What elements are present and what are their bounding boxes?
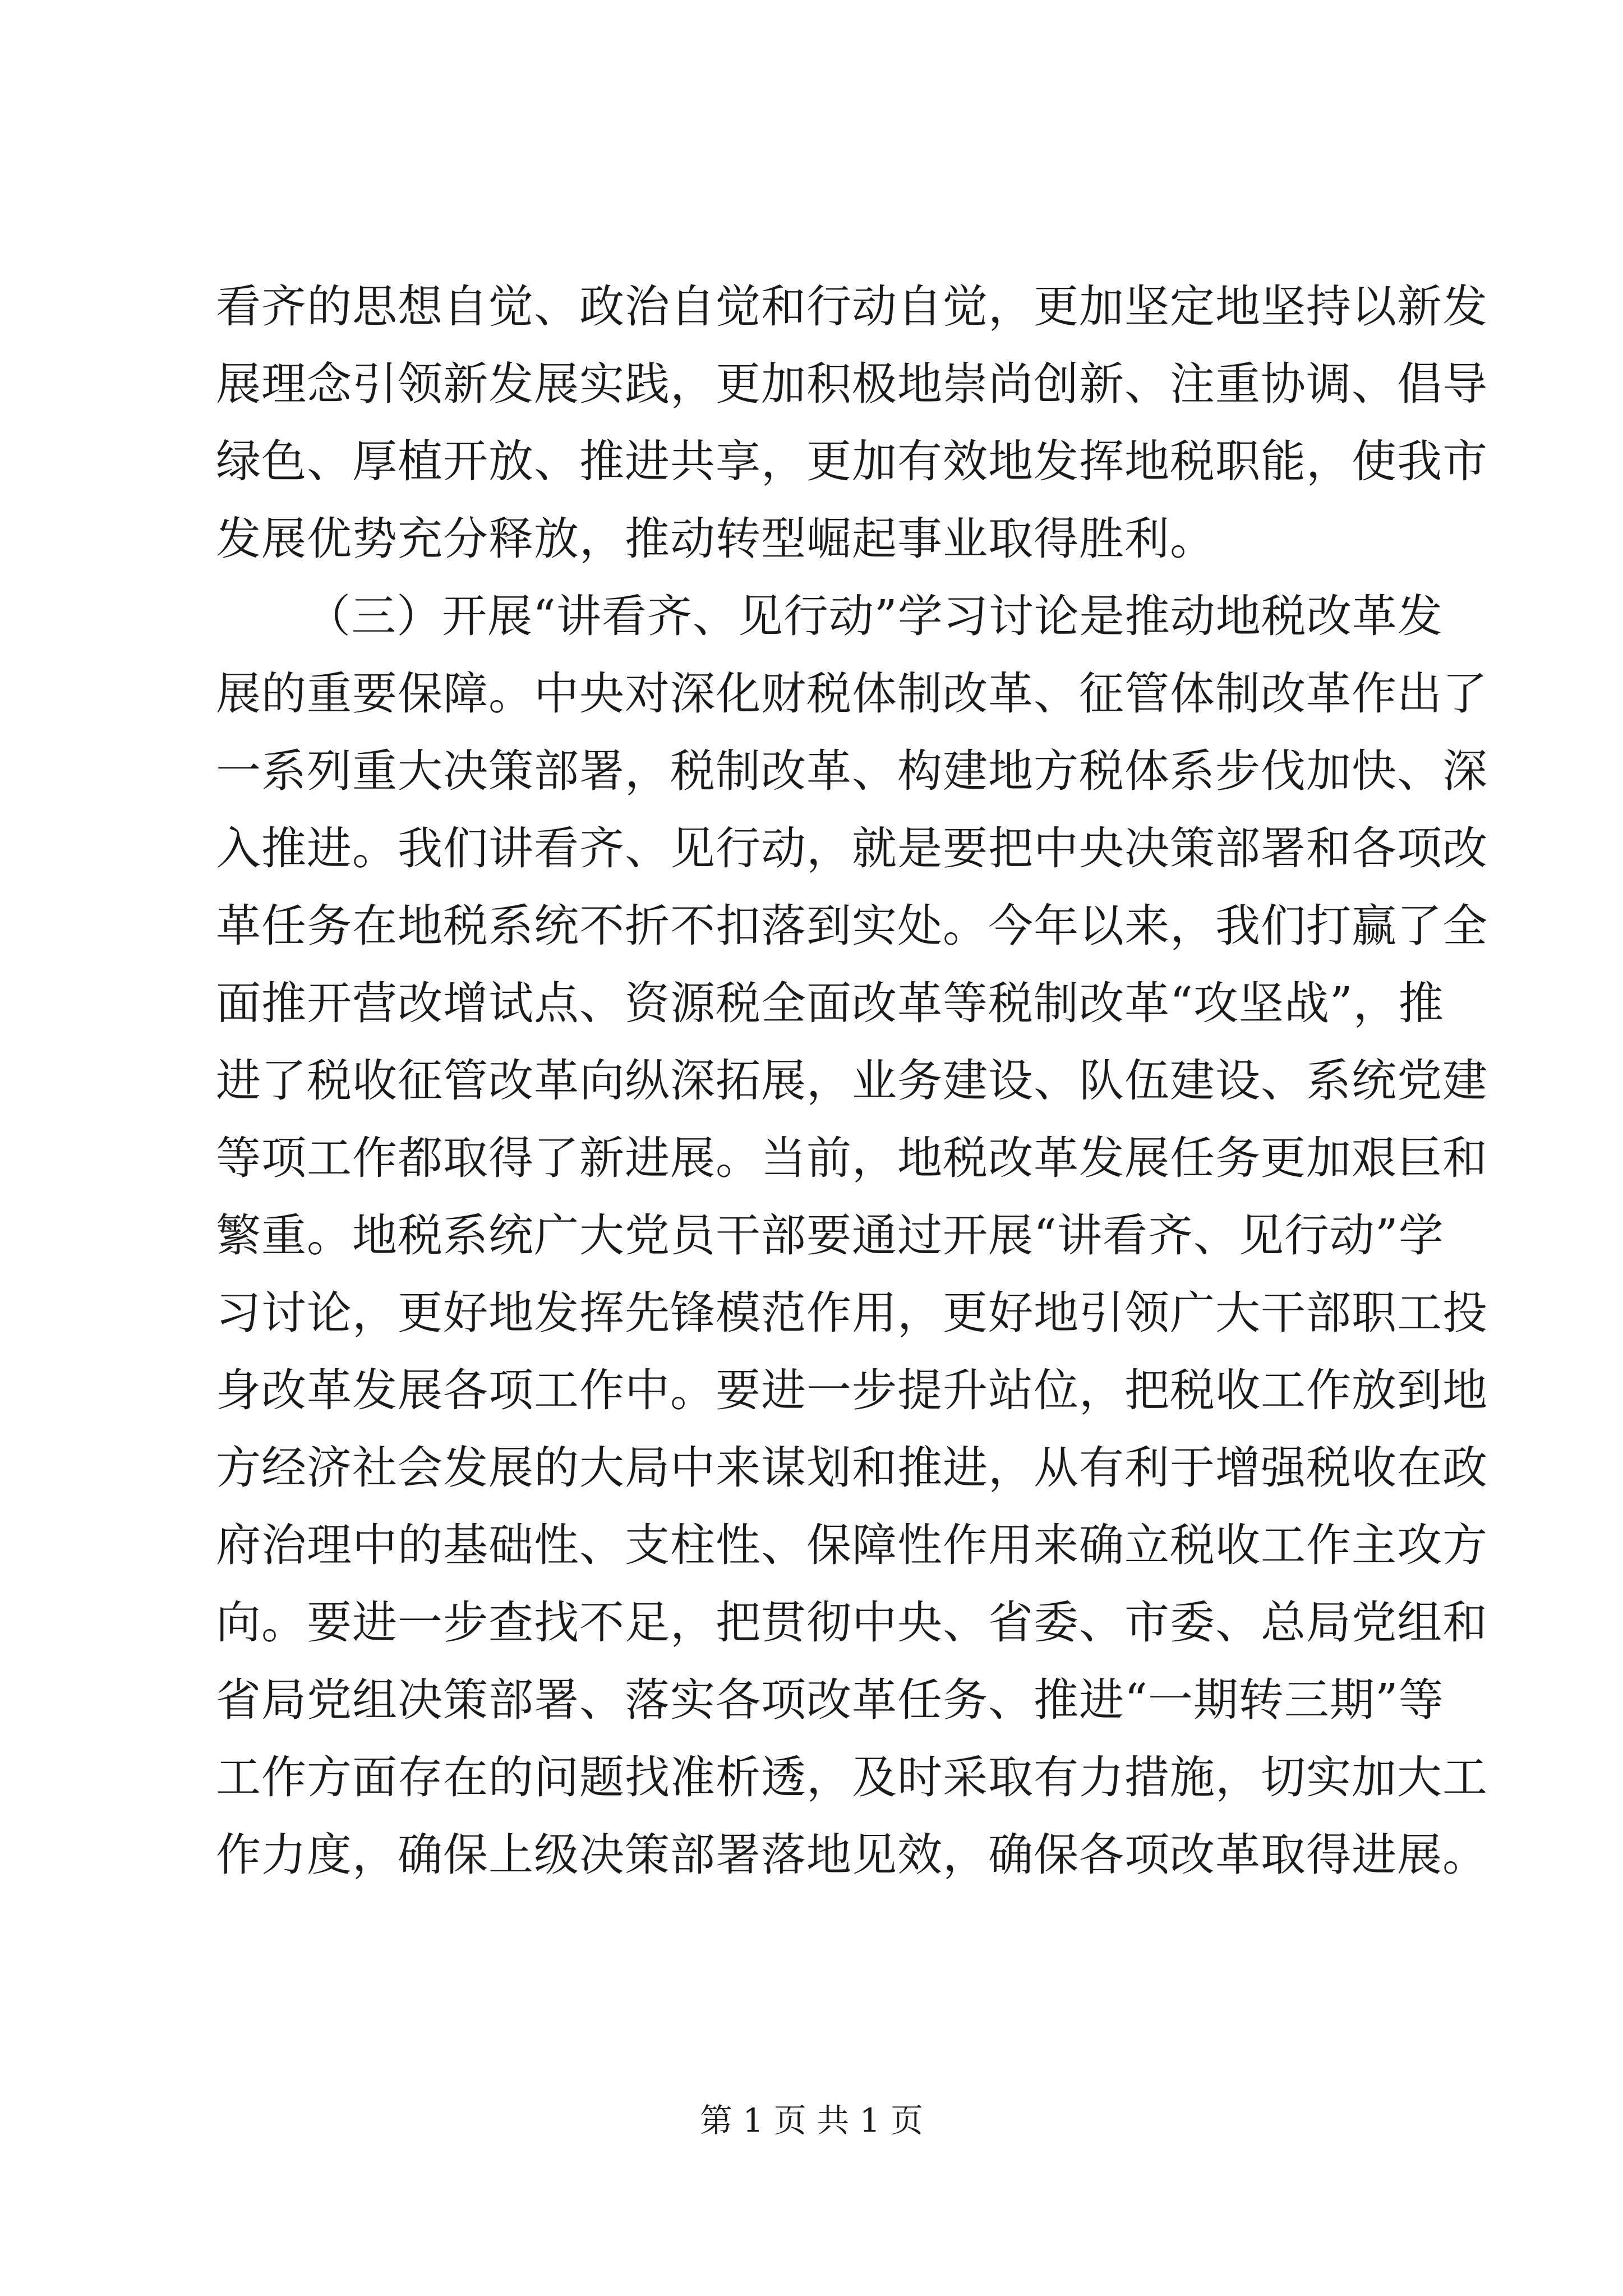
body-text (216, 268, 1488, 1894)
text-line: 工作方面存在的问题找准析透，及时采取有力措施，切实加大工 (216, 1751, 1488, 1803)
text-line: 进了税收征管改革向纵深拓展，业务建设、队伍建设、系统党建 (216, 1055, 1488, 1107)
text-line: 方经济社会发展的大局中来谋划和推进，从有利于增强税收在政 (216, 1442, 1488, 1494)
page-footer (0, 2098, 1623, 2143)
text-line: 展的重要保障。中央对深化财税体制改革、征管体制改革作出了 (216, 668, 1488, 720)
text-line: 府治理中的基础性、支柱性、保障性作用来确立税收工作主攻方 (216, 1519, 1488, 1571)
paragraph-heading-line: （三）开展“讲看齐、见行动”学习讨论是推动地税改革发 (306, 590, 1443, 642)
text-line: 发展优势充分释放，推动转型崛起事业取得胜利。 (216, 513, 1215, 565)
text-line: 等项工作都取得了新进展。当前，地税改革发展任务更加艰巨和 (216, 1132, 1488, 1184)
text-line: 省局党组决策部署、落实各项改革任务、推进“一期转三期”等 (216, 1674, 1444, 1726)
text-line: 习讨论，更好地发挥先锋模范作用，更好地引领广大干部职工投 (216, 1287, 1488, 1339)
text-line: 入推进。我们讲看齐、见行动，就是要把中央决策部署和各项改 (216, 822, 1488, 875)
text-line: 展理念引领新发展实践，更加积极地崇尚创新、注重协调、倡导 (216, 358, 1488, 410)
text-line: 向。要进一步查找不足，把贯彻中央、省委、市委、总局党组和 (216, 1596, 1488, 1649)
text-line: 革任务在地税系统不折不扣落到实处。今年以来，我们打赢了全 (216, 900, 1488, 952)
text-line: 看齐的思想自觉、政治自觉和行动自觉，更加坚定地坚持以新发 (216, 280, 1488, 333)
page-number-label: 第 1 页 共 1 页 (700, 2101, 923, 2139)
text-line: 面推开营改增试点、资源税全面改革等税制改革“攻坚战”，推 (216, 977, 1444, 1029)
text-line: 身改革发展各项工作中。要进一步提升站位，把税收工作放到地 (216, 1364, 1488, 1416)
text-line: 繁重。地税系统广大党员干部要通过开展“讲看齐、见行动”学 (216, 1209, 1444, 1262)
text-line: 一系列重大决策部署，税制改革、构建地方税体系步伐加快、深 (216, 745, 1488, 797)
text-line: 绿色、厚植开放、推进共享，更加有效地发挥地税职能，使我市 (216, 435, 1488, 487)
text-line: 作力度，确保上级决策部署落地见效，确保各项改革取得进展。 (216, 1829, 1488, 1881)
